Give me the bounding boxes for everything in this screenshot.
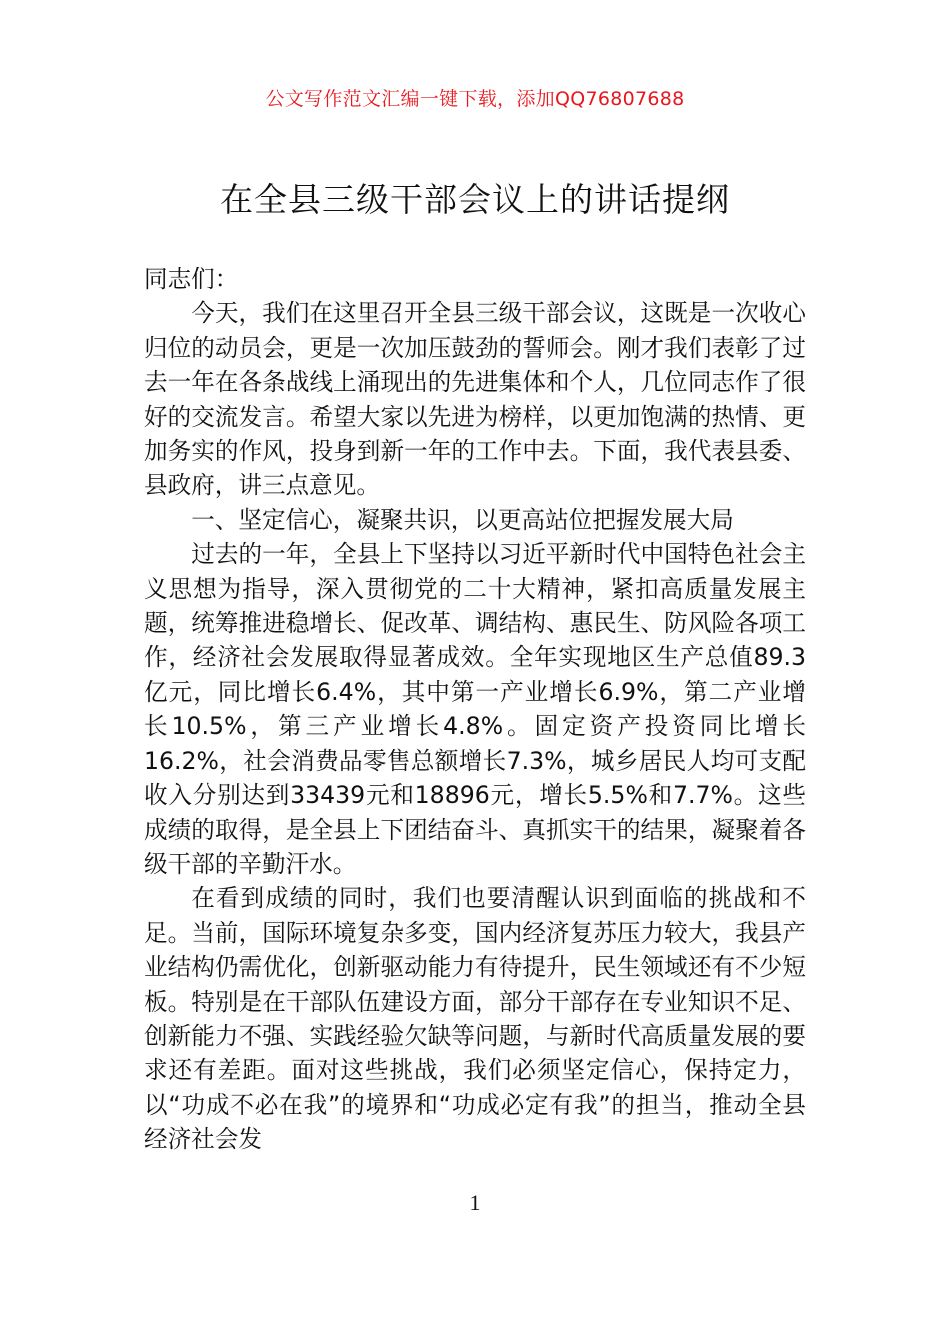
- salutation: 同志们：: [144, 265, 239, 293]
- section-heading-1: 一、坚定信心，凝聚共识，以更高站位把握发展大局: [191, 505, 734, 534]
- paragraph-achievements: 过去的一年，全县上下坚持以习近平新时代中国特色社会主义思想为指导，深入贯彻党的二十大精神，紧扣高质量发展主题，统筹推进稳增长、促改革、调结构、惠民生、防风险各项工作，经济社会发展取得显著成效。全年实现地区生产总值89.3亿元，同比增长6.4%，其中第一产业增长6.9%，第二产业增长10.5%，第三产业增长4.8%。固定资产投资同比增长16.2%，社会消费品零售总额增长7.3%，城乡居民人均可支配收入分别达到33439元和18896元，增长5.5%和7.7%。这些成绩的取得，是全县上下团结奋斗、真抓实干的结果，凝聚着各级干部的辛勤汗水。: [144, 540, 806, 878]
- paragraph-challenges: 在看到成绩的同时，我们也要清醒认识到面临的挑战和不足。当前，国际环境复杂多变，国内经济复苏压力较大，我县产业结构仍需优化，创新驱动能力有待提升，民生领域还有不少短板。特别是在干部队伍建设方面，部分干部存在专业知识不足、创新能力不强、实践经验欠缺等问题，与新时代高质量发展的要求还有差距。面对这些挑战，我们必须坚定信心，保持定力，以“功成不必在我”的境界和“功成必定有我”的担当，推动全县经济社会发: [144, 884, 806, 1154]
- paragraph-intro: 今天，我们在这里召开全县三级干部会议，这既是一次收心归位的动员会，更是一次加压鼓劲的誓师会。刚才我们表彰了过去一年在各条战线上涌现出的先进集体和个人，几位同志作了很好的交流发言。希望大家以先进为榜样，以更加饱满的热情、更加务实的作风，投身到新一年的工作中去。下面，我代表县委、县政府，讲三点意见。: [144, 299, 806, 500]
- document-title: 在全县三级干部会议上的讲话提纲: [220, 180, 730, 219]
- download-banner: 公文写作范文汇编一键下载，添加QQ76807688: [265, 88, 685, 110]
- document-body: [144, 262, 806, 1157]
- page-number: 1: [469, 1190, 481, 1215]
